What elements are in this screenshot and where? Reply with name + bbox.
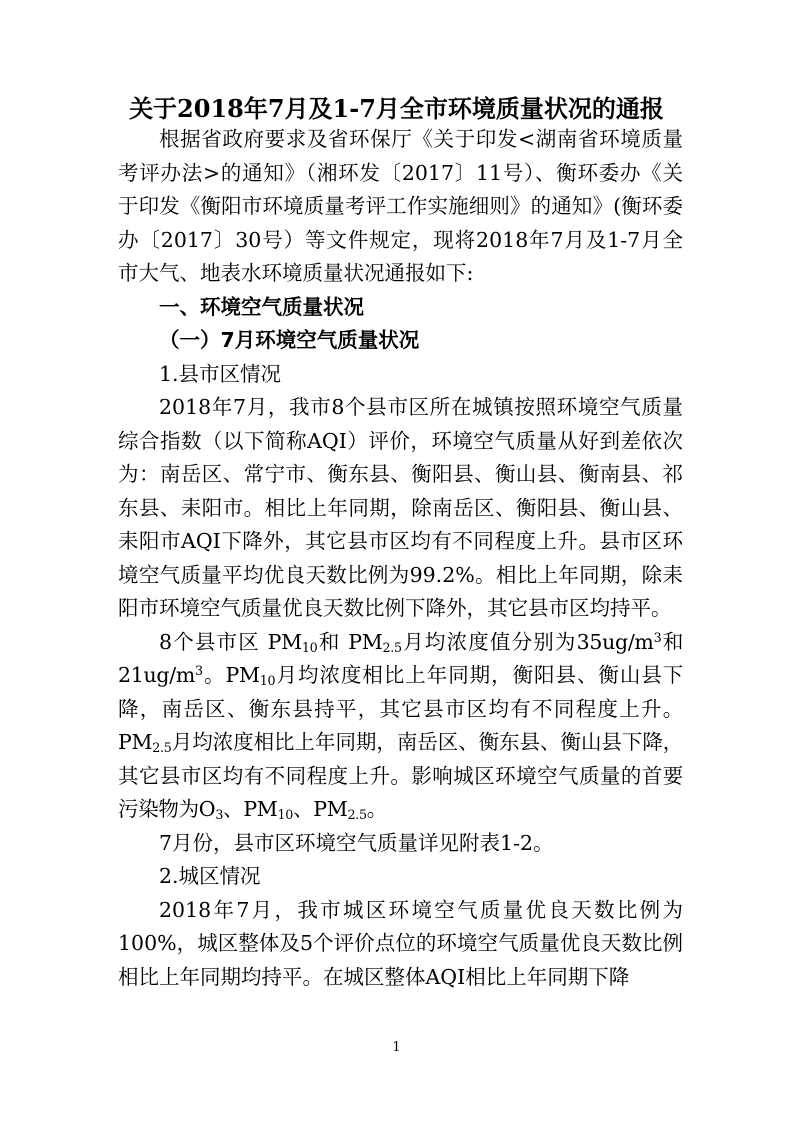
unit-superscript: 3 — [653, 629, 662, 645]
pm-label: PM — [118, 730, 153, 754]
text-run: 月均浓度值分别为35ug/m — [401, 629, 654, 654]
pm-subscript: 2.5 — [382, 639, 402, 655]
pm-concentration-paragraph — [118, 626, 683, 827]
appendix-reference-paragraph: 7月份，县市区环境空气质量详见附表1-2。 — [159, 830, 554, 855]
text-run: 和21ug/m — [118, 629, 684, 687]
pm-label: PM — [243, 797, 278, 821]
pm-label: PM — [267, 629, 302, 654]
text-run: 8个县市区 — [159, 629, 260, 654]
pm-subscript: 10 — [301, 639, 318, 655]
text-run: 月均浓度相比上年同期，衡阳县、衡山县下降，南岳区、衡东县持平，其它县市区均有不同程度上升。 — [118, 663, 683, 721]
text-run: 月均浓度相比上年同期，南岳区、衡东县、衡山县下降，其它县市区均有不同程度上升。影响城区环境空气质量的首要污染物为O — [118, 730, 683, 821]
o3-subscript: 3 — [215, 807, 224, 823]
document-body — [118, 123, 683, 994]
page-number: 1 — [392, 1040, 401, 1055]
document-title: 关于2018年7月及1-7月全市环境质量状况的通报 — [129, 94, 664, 123]
pm-label: PM — [225, 663, 260, 687]
text-run: 、 — [223, 797, 244, 821]
pm-label: PM — [348, 629, 383, 654]
unit-superscript: 3 — [194, 663, 203, 679]
text-run: 。 — [366, 797, 387, 821]
pm-subscript: 2.5 — [152, 740, 172, 756]
text-run: 。 — [202, 663, 226, 687]
item-heading: 2.城区情况 — [159, 864, 261, 888]
subsection-heading: （一）7月环境空气质量状况 — [159, 328, 420, 352]
intro-paragraph: 根据省政府要求及省环保厅《关于印发<湖南省环境质量考评办法>的通知》（湘环发〔2017〕11号）、衡环委办《关于印发《衡阳市环境质量考评工作实施细则》的通知》(衡环委办〔2017〕30号）等文件规定，现将2018年7月及1-7月全市大气、地表水环境质量状况通报如下: — [118, 127, 683, 285]
county-aqi-paragraph: 2018年7月，我市8个县市区所在城镇按照环境空气质量综合指数（以下简称AQI）评价，环境空气质量从好到差依次为：南岳区、常宁市、衡东县、衡阳县、衡山县、衡南县、祁东县、耒阳市。相比上年同期，除南岳区、衡阳县、衡山县、耒阳市AQI下降外，其它县市区均有不同程度上升。县市区环境空气质量平均优良天数比例为99.2%。相比上年同期，除耒阳市环境空气质量优良天数比例下降外，其它县市区均持平。 — [118, 395, 683, 620]
urban-area-paragraph: 2018年7月，我市城区环境空气质量优良天数比例为100%，城区整体及5个评价点位的环境空气质量优良天数比例相比上年同期均持平。在城区整体AQI相比上年同期下降 — [118, 897, 683, 989]
pm-label: PM — [313, 797, 348, 821]
section-heading: 一、环境空气质量状况 — [159, 294, 364, 319]
pm-subscript: 2.5 — [347, 807, 367, 823]
pm-subscript: 10 — [259, 673, 276, 689]
text-run: 、 — [293, 797, 314, 821]
item-heading: 1.县市区情况 — [159, 361, 282, 386]
text-run: 和 — [317, 629, 341, 654]
pm-subscript: 10 — [277, 807, 294, 823]
